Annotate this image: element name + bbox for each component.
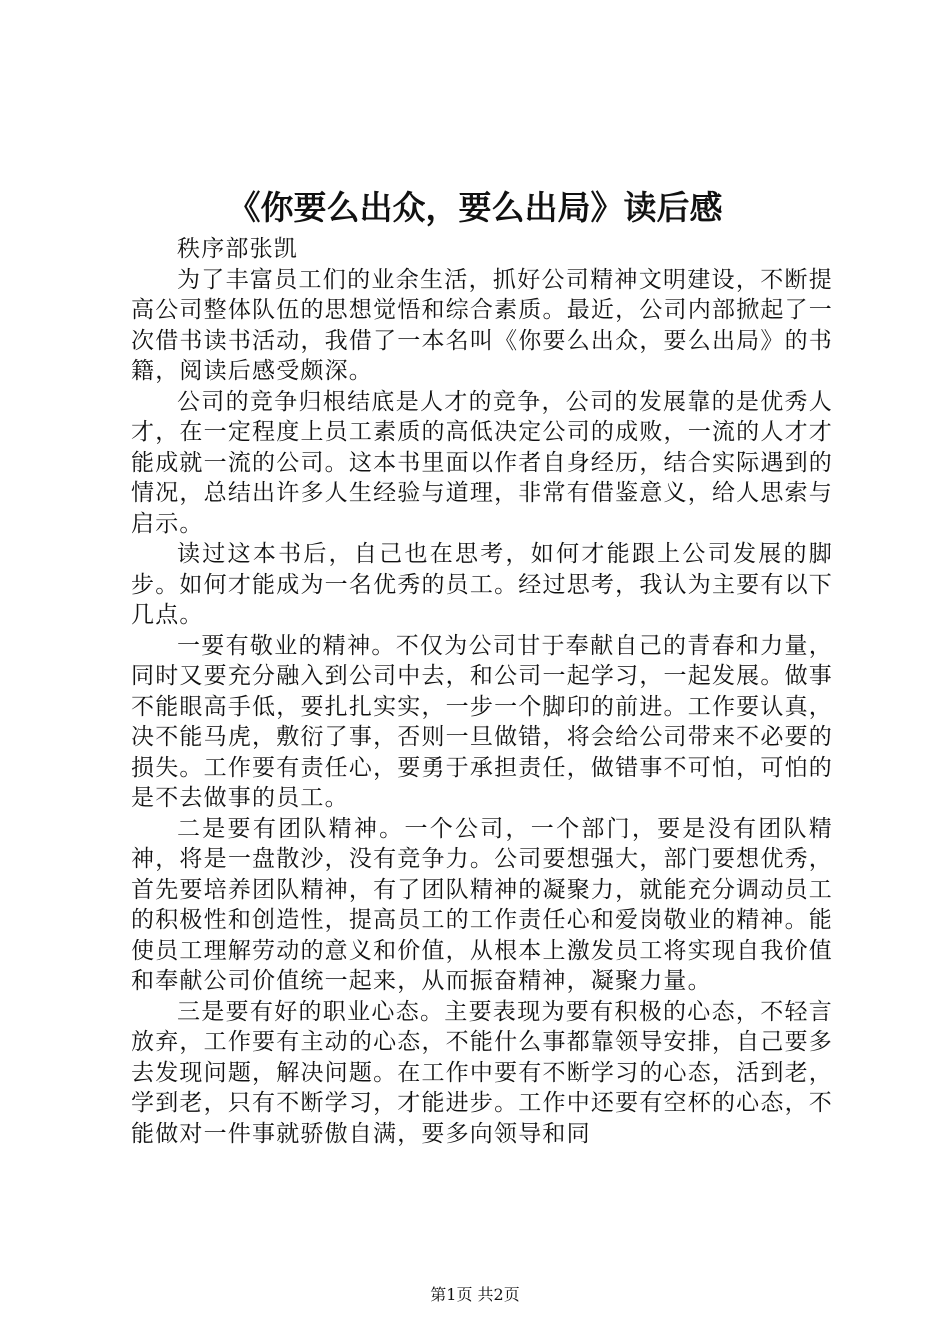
author-line: 秩序部张凯 <box>177 236 298 262</box>
paragraph-5: 二是要有团队精神。一个公司，一个部门，要是没有团队精神，将是一盘散沙，没有竞争力。公司要想强大，部门要想优秀，首先要培养团队精神，有了团队精神的凝聚力，就能充分调动员工的积极性和创造性，提高员工的工作责任心和爱岗敬业的精神。能使员工理解劳动的意义和价值，从根本上激发员工将实现自我价值和奉献公司价值统一起来，从而振奋精神，凝聚力量。 <box>131 815 833 994</box>
paragraph-4: 一要有敬业的精神。不仅为公司甘于奉献自己的青春和力量，同时又要充分融入到公司中去，和公司一起学习，一起发展。做事不能眼高手低，要扎扎实实，一步一个脚印的前进。工作要认真，决不能马虎，敷衍了事，否则一旦做错，将会给公司带来不必要的损失。工作要有责任心，要勇于承担责任，做错事不可怕，可怕的是不去做事的员工。 <box>131 632 833 811</box>
paragraph-6: 三是要有好的职业心态。主要表现为要有积极的心态，不轻言放弃，工作要有主动的心态，不能什么事都靠领导安排，自己要多去发现问题，解决问题。在工作中要有不断学习的心态，活到老，学到老，只有不断学习，才能进步。工作中还要有空杯的心态，不能做对一件事就骄傲自满，要多向领导和同 <box>131 998 833 1147</box>
paragraph-1: 为了丰富员工们的业余生活，抓好公司精神文明建设，不断提高公司整体队伍的思想觉悟和综合素质。最近，公司内部掀起了一次借书读书活动，我借了一本名叫《你要么出众，要么出局》的书籍，阅读后感受颇深。 <box>131 266 833 384</box>
paragraph-3: 读过这本书后，自己也在思考，如何才能跟上公司发展的脚步。如何才能成为一名优秀的员工。经过思考，我认为主要有以下几点。 <box>131 541 833 628</box>
page-footer: 第1页 共2页 <box>430 1285 520 1304</box>
document-title: 《你要么出众，要么出局》读后感 <box>227 188 723 227</box>
document-body <box>131 234 833 1149</box>
paragraph-2: 公司的竞争归根结底是人才的竞争，公司的发展靠的是优秀人才，在一定程度上员工素质的高低决定公司的成败，一流的人才才能成就一流的公司。这本书里面以作者自身经历，结合实际遇到的情况，总结出许多人生经验与道理，非常有借鉴意义，给人思索与启示。 <box>131 388 833 537</box>
